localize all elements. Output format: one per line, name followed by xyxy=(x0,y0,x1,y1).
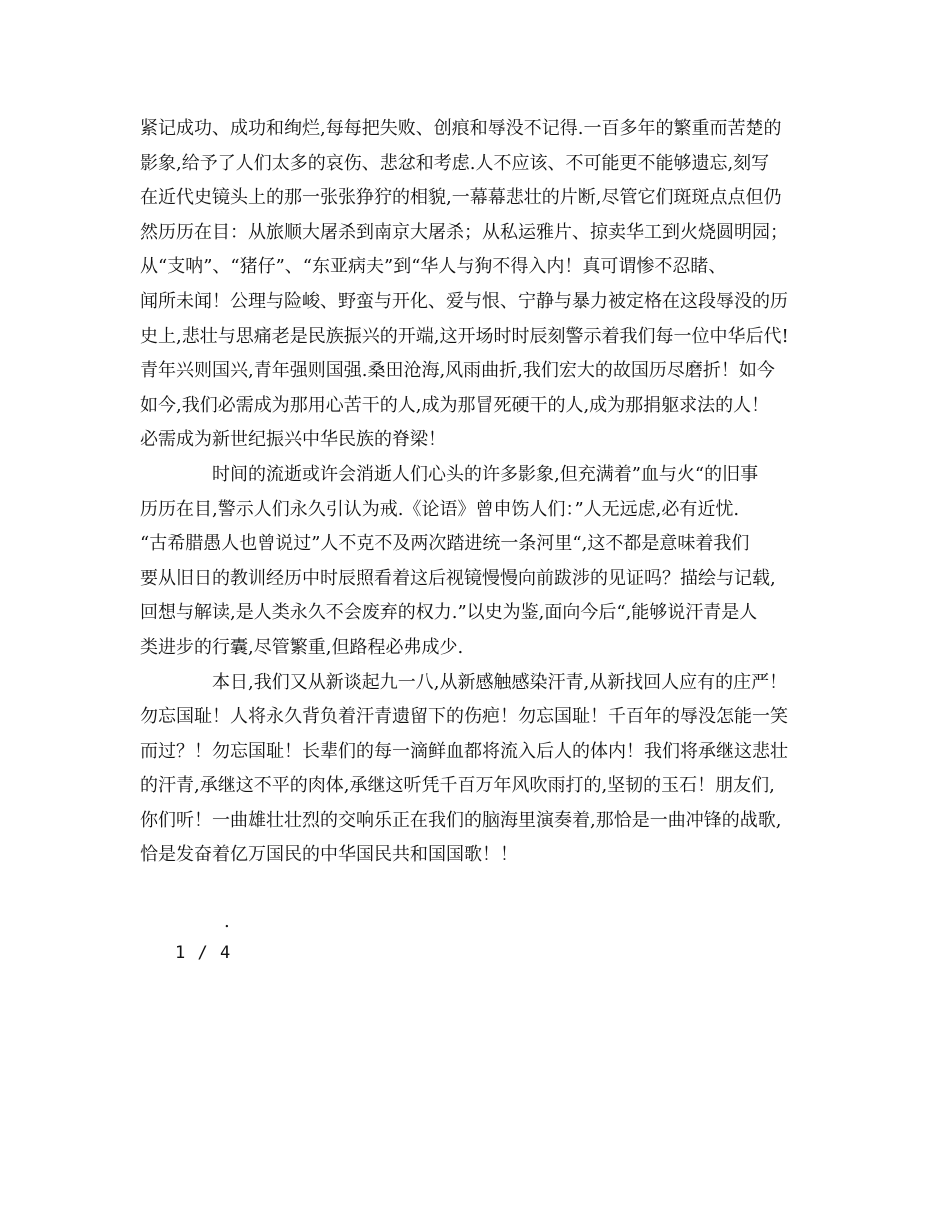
text-line: 回想与解读,是人类永久不会废弃的权力.”以史为鉴,面向今后“,能够说汗青是人 xyxy=(140,602,758,624)
text-line: 必需成为新世纪振兴中华民族的脊梁！ xyxy=(140,429,446,451)
text-line: 要从旧日的教训经历中时辰照看着这后视镜慢慢向前跋涉的见证吗？描绘与记载, xyxy=(140,567,776,589)
page-number: 1 / 4 xyxy=(175,943,232,963)
document-body xyxy=(140,112,820,873)
text-line: 闻所未闻！公理与险峻、野蛮与开化、爱与恨、宁静与暴力被定格在这段辱没的历 xyxy=(140,290,788,312)
paragraph-first-line: 时间的流逝或许会消逝人们心头的许多影象,但充满着”血与火“的旧事 xyxy=(212,463,759,485)
text-line: 在近代史镜头上的那一张张狰狞的相貌,一幕幕悲壮的片断,尽管它们斑斑点点但仍 xyxy=(140,187,782,209)
text-line: 勿忘国耻！人将永久背负着汗青遗留下的伤疤！勿忘国耻！千百年的辱没怎能一笑 xyxy=(140,706,788,728)
text-line: 类进步的行囊,尽管繁重,但路程必弗成少. xyxy=(140,636,464,658)
text-line: 而过？！勿忘国耻！长辈们的每一滴鲜血都将流入后人的体内！我们将承继这悲壮 xyxy=(140,740,788,762)
text-line: 青年兴则国兴,青年强则国强.桑田沧海,风雨曲折,我们宏大的故国历尽磨折！如今 xyxy=(140,360,775,382)
text-line: “古希腊愚人也曾说过”人不克不及两次踏进统一条河里“,这不都是意味着我们 xyxy=(140,533,750,555)
text-line: 从“支呐”、“猪仔”、“东亚病夫”到“华人与狗不得入内！真可谓惨不忍睹、 xyxy=(140,256,727,278)
text-line: 紧记成功、成功和绚烂,每每把失败、创痕和辱没不记得.一百多年的繁重而苦楚的 xyxy=(140,118,782,139)
dot-mark: . xyxy=(224,911,230,932)
text-line: 然历历在目：从旅顺大屠杀到南京大屠杀；从私运雅片、掠卖华工到火烧圆明园； xyxy=(140,221,788,243)
paragraph-first-line: 本日,我们又从新谈起九一八,从新感触感染汗青,从新找回人应有的庄严！ xyxy=(212,671,788,693)
text-line: 你们听！一曲雄壮壮烈的交响乐正在我们的脑海里演奏着,那恰是一曲冲锋的战歌, xyxy=(140,809,782,831)
text-line: 的汗青,承继这不平的肉体,承继这听凭千百万年风吹雨打的,坚韧的玉石！朋友们, xyxy=(140,775,775,797)
text-line: 影象,给予了人们太多的哀伤、悲忿和考虑.人不应该、不可能更不能够遗忘,刻写 xyxy=(140,152,770,174)
text-line: 史上,悲壮与思痛老是民族振兴的开端,这开场时时辰刻警示着我们每一位中华后代! xyxy=(140,325,789,347)
text-line: 历历在目,警示人们永久引认为戒.《论语》曾申饬人们：”人无远虑,必有近忧. xyxy=(140,498,740,520)
text-line: 恰是发奋着亿万国民的中华国民共和国国歌！！ xyxy=(140,844,518,866)
text-line: 如今,我们必需成为那用心苦干的人,成为那冒死硬干的人,成为那捐躯求法的人！ xyxy=(140,394,770,416)
